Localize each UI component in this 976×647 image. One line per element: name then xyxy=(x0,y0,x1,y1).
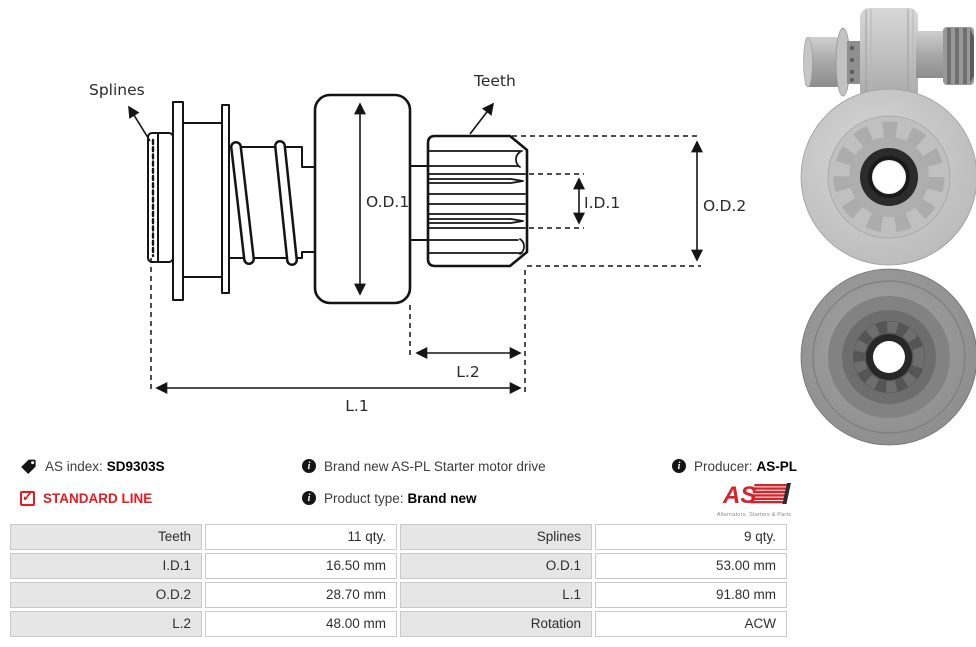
info-col-description xyxy=(302,456,546,508)
table-row xyxy=(10,553,787,579)
splines-arrow xyxy=(129,107,150,141)
info-col-index xyxy=(20,456,165,508)
spec-value: 53.00 mm xyxy=(595,553,787,579)
pinion xyxy=(428,136,527,266)
logo-text: AS xyxy=(723,482,757,506)
as-index-label: AS index: xyxy=(45,458,103,474)
photo-side-view[interactable] xyxy=(804,8,975,100)
info-icon: i xyxy=(302,491,316,505)
label-od2: O.D.2 xyxy=(703,197,747,215)
dimension-arrows xyxy=(129,104,697,388)
standard-line xyxy=(20,488,165,508)
label-l1: L.1 xyxy=(345,397,369,415)
label-splines: Splines xyxy=(89,81,145,99)
table-row xyxy=(10,611,787,637)
spec-value: 48.00 mm xyxy=(205,611,397,637)
description-line xyxy=(302,456,546,476)
spec-value: 16.50 mm xyxy=(205,553,397,579)
product-type-line xyxy=(302,488,546,508)
photo-front-view[interactable] xyxy=(801,89,976,265)
label-l2: L.2 xyxy=(456,363,480,381)
teeth-arrow xyxy=(470,104,493,134)
drive-outline xyxy=(148,95,527,303)
label-od1: O.D.1 xyxy=(366,193,410,211)
as-index-value: SD9303S xyxy=(106,458,165,474)
spec-label: Rotation xyxy=(400,611,592,637)
table-row xyxy=(10,582,787,608)
spec-label: O.D.2 xyxy=(10,582,202,608)
label-teeth: Teeth xyxy=(474,72,516,90)
specs-table xyxy=(10,524,787,637)
product-type-label: Product type: xyxy=(324,490,404,506)
standard-line-label: STANDARD LINE xyxy=(43,490,153,506)
spec-value: 28.70 mm xyxy=(205,582,397,608)
logo-subtext: Alternators, Starters & Parts xyxy=(716,512,792,518)
spec-label: Splines xyxy=(400,524,592,550)
table-row xyxy=(10,524,787,550)
info-col-producer xyxy=(672,456,797,518)
as-index-line xyxy=(20,456,165,476)
as-pl-logo xyxy=(714,482,794,518)
tag-icon xyxy=(20,458,37,475)
producer-value: AS-PL xyxy=(756,458,798,474)
info-icon: i xyxy=(302,459,316,473)
photo-rear-view[interactable] xyxy=(801,269,976,445)
product-description: Brand new AS-PL Starter motor drive xyxy=(324,458,546,474)
spec-value: 91.80 mm xyxy=(595,582,787,608)
spec-label: O.D.1 xyxy=(400,553,592,579)
info-icon: i xyxy=(672,459,686,473)
spec-value: ACW xyxy=(595,611,787,637)
product-photos xyxy=(800,0,976,450)
product-type-value: Brand new xyxy=(407,490,477,506)
red-checkbox-icon xyxy=(20,491,35,506)
spec-value: 9 qty. xyxy=(595,524,787,550)
spec-label: L.1 xyxy=(400,582,592,608)
producer-label: Producer: xyxy=(694,458,753,474)
spec-label: L.2 xyxy=(10,611,202,637)
spec-value: 11 qty. xyxy=(205,524,397,550)
producer-line xyxy=(672,456,797,476)
spec-label: Teeth xyxy=(10,524,202,550)
spec-label: I.D.1 xyxy=(10,553,202,579)
label-id1: I.D.1 xyxy=(584,194,621,212)
